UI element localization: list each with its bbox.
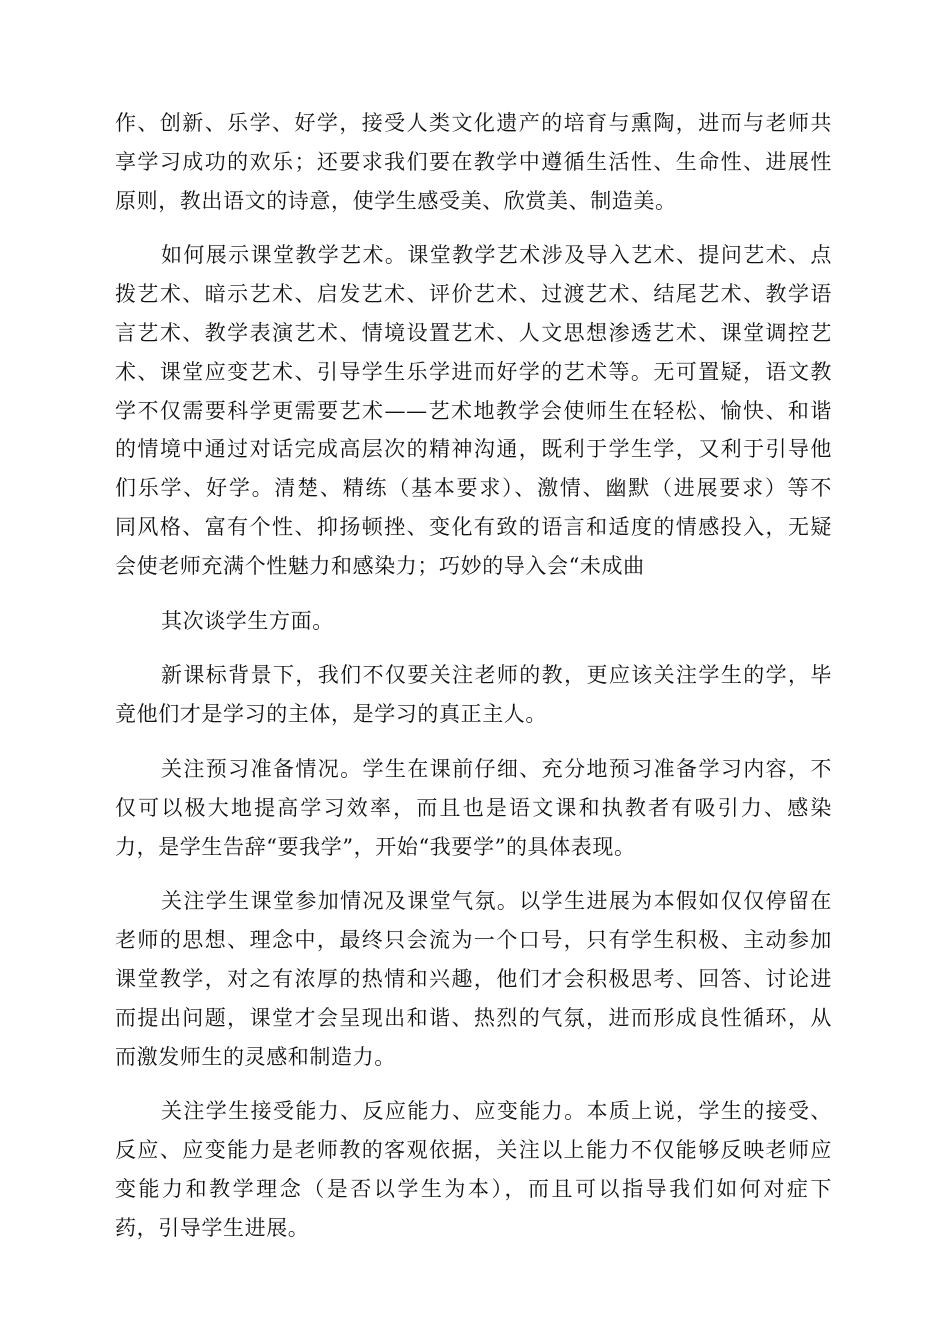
text-line: 关注学生课堂参加情况及课堂气氛。以学生进展为本假如仅仅停留在 [161,889,832,914]
text-line: 会使老师充满个性魅力和感染力；巧妙的导入会“未成曲 [115,553,645,578]
text-line: 如何展示课堂教学艺术。课堂教学艺术涉及导入艺术、提问艺术、点 [161,243,832,268]
text-line: 而激发师生的灵感和制造力。 [115,1044,396,1069]
text-line: 竟他们才是学习的主体，是学习的真正主人。 [115,702,547,727]
text-line: 其次谈学生方面。 [161,608,334,633]
text-line: 关注预习准备情况。学生在课前仔细、充分地预习准备学习内容，不 [161,756,832,781]
text-line: 作、创新、乐学、好学，接受人类文化遗产的培育与熏陶，进而与老师共 [115,111,832,135]
text-line: 的情境中通过对话完成高层次的精神沟通，既利于学生学，又利于引导他 [115,437,832,462]
text-line: 同风格、富有个性、抑扬顿挫、变化有致的语言和适度的情感投入，无疑 [115,514,832,539]
text-line: 术、课堂应变艺术、引导学生乐学进而好学的艺术等。无可置疑，语文教 [115,359,832,384]
text-line: 而提出问题，课堂才会呈现出和谐、热烈的气氛，进而形成良性循环，从 [115,1005,832,1030]
text-line: 药，引导学生进展。 [115,1215,310,1240]
text-line: 仅可以极大地提高学习效率，而且也是语文课和执教者有吸引力、感染 [115,795,832,820]
text-line: 变能力和教学理念（是否以学生为本），而且可以指导我们如何对症下 [115,1176,832,1201]
paragraph-2 [115,236,832,585]
text-line: 拨艺术、暗示艺术、启发艺术、评价艺术、过渡艺术、结尾艺术、教学语 [115,282,832,307]
text-line: 老师的思想、理念中，最终只会流为一个口号，只有学生积极、主动参加 [115,928,832,953]
text-line: 关注学生接受能力、反应能力、应变能力。本质上说，学生的接受、 [161,1099,832,1124]
text-line: 原则，教出语文的诗意，使学生感受美、欣赏美、制造美。 [115,188,677,213]
text-line: 们乐学、好学。清楚、精练（基本要求）、激情、幽默（进展要求）等不 [115,476,832,501]
paragraph-4 [115,656,832,734]
paragraph-1 [115,104,832,220]
paragraph-6 [115,882,832,1076]
paragraph-7 [115,1092,832,1247]
text-line: 言艺术、教学表演艺术、情境设置艺术、人文思想渗透艺术、课堂调控艺 [115,320,832,345]
paragraph-3 [115,602,832,641]
document-page [115,104,832,1264]
text-line: 享学习成功的欢乐；还要求我们要在教学中遵循生活性、生命性、进展性 [115,149,832,174]
text-line: 反应、应变能力是老师教的客观依据，关注以上能力不仅能够反映老师应 [115,1138,832,1163]
text-line: 力，是学生告辞“要我学”，开始“我要学”的具体表现。 [115,834,636,859]
text-line: 课堂教学，对之有浓厚的热情和兴趣，他们才会积极思考、回答、讨论进 [115,966,832,991]
paragraph-5 [115,750,832,866]
text-line: 学不仅需要科学更需要艺术——艺术地教学会使师生在轻松、愉快、和谐 [115,398,832,423]
text-line: 新课标背景下，我们不仅要关注老师的教，更应该关注学生的学，毕 [161,663,832,688]
